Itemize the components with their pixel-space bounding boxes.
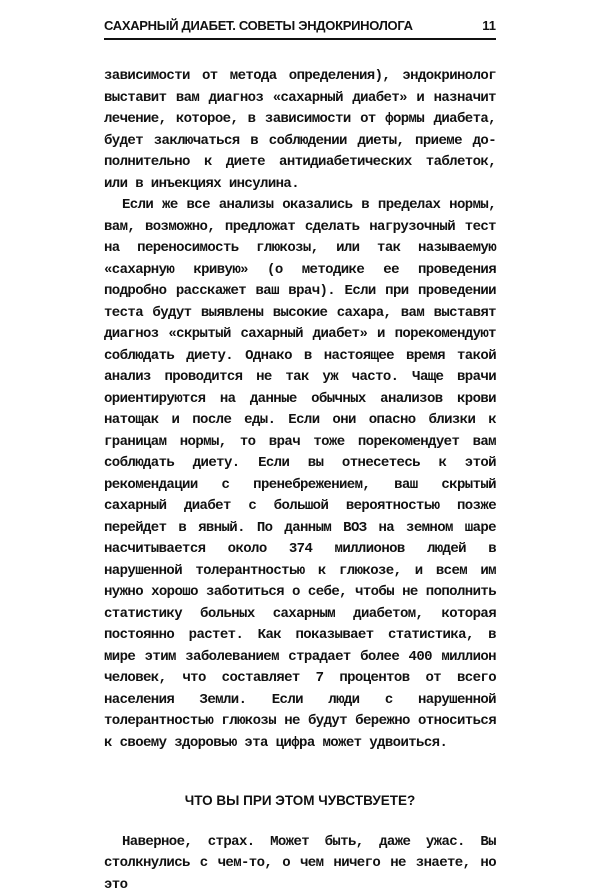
paragraph-feelings: Наверное, страх. Может быть, даже ужас. Вы столкнулись с чем-то, о чем ничего не знаете, но это <box>104 832 496 896</box>
running-header <box>104 18 496 40</box>
paragraph-continued: зависимости от метода определения), эндокринолог выставит вам диагноз «сахарный диабет» и назначит лечение, которое, в зависимости от формы диабета, будет заключаться в соблюдении диеты, приеме до-полнительно к диете антидиабетических таблеток, или в инъекциях инсулина. <box>104 66 496 195</box>
section-heading: ЧТО ВЫ ПРИ ЭТОМ ЧУВСТВУЕТЕ? <box>104 790 496 812</box>
paragraph-normal-tests: Если же все анализы оказались в пределах нормы, вам, возможно, предложат сделать нагрузочный тест на переносимость глюкозы, или так называемую «сахарную кривую» (о методике ее проведения подробно расскажет ваш врач). Если при проведении теста будут выявлены высокие сахара, вам выставят диагноз «скрытый сахарный диабет» и порекомендуют соблюдать диету. Однако в настоящее время такой анализ проводится не так уж часто. Чаще врачи ориентируются на данные обычных анализов крови натощак и после еды. Если они опасно близки к границам нормы, то врач тоже порекомендует вам соблюдать диету. Если вы отнесетесь к этой рекомендации с пренебрежением, ваш скрытый сахарный диабет с большой вероятностью позже перейдет в явный. По данным ВОЗ на земном шаре насчитывается около 374 миллионов людей в нарушенной толерантностью к глюкозе, и всем им нужно хорошо заботиться о себе, чтобы не пополнить статистику больных сахарным диабетом, которая постоянно растет. Как показывает статистика, в мире этим заболеванием страдает более 400 миллион человек, что составляет 7 процентов от всего населения Земли. Если люди с нарушенной толерантностью глюкозы не будут бережно относиться к своему здоровью эта цифра может удвоиться. <box>104 195 496 754</box>
body-text <box>104 66 496 896</box>
running-title: САХАРНЫЙ ДИАБЕТ. СОВЕТЫ ЭНДОКРИНОЛОГА <box>104 18 413 33</box>
page-number: 11 <box>482 18 496 33</box>
